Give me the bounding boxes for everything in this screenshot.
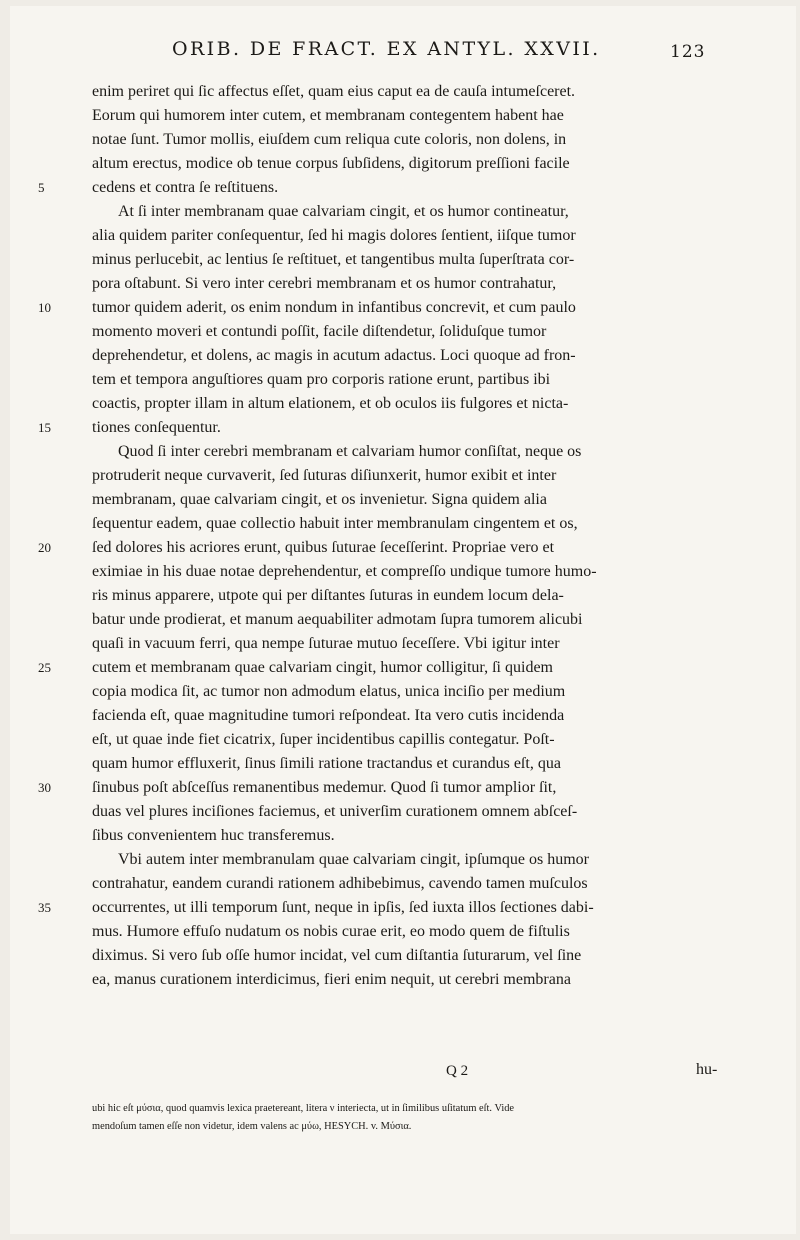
text-line: Eorum qui humorem inter cutem, et membranam contegentem habent hae bbox=[92, 107, 564, 124]
line-number: 30 bbox=[38, 780, 51, 795]
text-line: contrahatur, eandem curandi rationem adhibebimus, cavendo tamen muſculos bbox=[92, 875, 588, 892]
footnote-line: mendoſum tamen eſſe non videtur, idem valens ac μύω, HESYCH. v. Μύσια. bbox=[92, 1121, 412, 1132]
text-line: diximus. Si vero ſub oſſe humor incidat, vel cum diſtantia ſuturarum, vel ſine bbox=[92, 947, 582, 964]
text-line: eximiae in his duae notae deprehendentur, et compreſſo undique tumore humo- bbox=[92, 563, 597, 580]
text-line: enim periret qui ſic affectus eſſet, quam eius caput ea de cauſa intumeſceret. bbox=[92, 83, 576, 100]
text-line: minus perlucebit, ac lentius ſe reſtituet, et tangentibus multa ſuperſtrata cor- bbox=[92, 251, 575, 268]
text-line: ſequentur eadem, quae collectio habuit inter membranulam cingentem et os, bbox=[92, 515, 578, 532]
text-line: facienda eſt, quae magnitudine tumori reſpondeat. Ita vero cutis incidenda bbox=[92, 707, 565, 724]
line-number: 35 bbox=[38, 900, 51, 915]
text-line: duas vel plures inciſiones faciemus, et univerſim curationem omnem abſceſ- bbox=[92, 803, 578, 820]
text-line: quam humor effluxerit, ſinus ſimili ratione tractandus et curandus eſt, qua bbox=[92, 755, 561, 772]
catchword: hu- bbox=[696, 1061, 718, 1078]
text-line: cutem et membranam quae calvariam cingit, humor colligitur, ſi quidem bbox=[92, 659, 553, 676]
line-number: 5 bbox=[38, 180, 45, 195]
text-line: eſt, ut quae inde fiet cicatrix, ſuper incidentibus capillis contegatur. Poſt- bbox=[92, 731, 555, 748]
text-line: cedens et contra ſe reſtituens. bbox=[92, 179, 279, 196]
text-line: tumor quidem aderit, os enim nondum in infantibus concrevit, et cum paulo bbox=[92, 299, 576, 316]
text-line: pora oſtabunt. Si vero inter cerebri membranam et os humor contrahatur, bbox=[92, 275, 557, 292]
text-line: ris minus apparere, utpote qui per diſtantes ſuturas in eundem locum dela- bbox=[92, 587, 564, 604]
text-line: ea, manus curationem interdicimus, fieri enim nequit, ut cerebri membrana bbox=[92, 971, 571, 988]
text-line: quaſi in vacuum ferri, qua nempe ſuturae mutuo ſeceſſere. Vbi igitur inter bbox=[92, 635, 560, 652]
line-number: 20 bbox=[38, 540, 51, 555]
text-line: alia quidem pariter conſequentur, ſed hi magis dolores ſentient, iiſque tumor bbox=[92, 227, 576, 244]
text-line: protruderit neque curvaverit, ſed ſuturas diſiunxerit, humor exibit et inter bbox=[92, 467, 557, 484]
text-line: tiones conſequentur. bbox=[92, 419, 221, 436]
text-line: Vbi autem inter membranulam quae calvariam cingit, ipſumque os humor bbox=[118, 851, 589, 868]
text-line: occurrentes, ut illi temporum ſunt, neque in ipſis, ſed iuxta illos ſectiones dabi- bbox=[92, 899, 594, 916]
page-number: 123 bbox=[670, 42, 706, 62]
text-line: mus. Humore effuſo nudatum os nobis curae erit, eo modo quem de fiſtulis bbox=[92, 923, 570, 940]
text-line: ſed dolores his acriores erunt, quibus ſuturae ſeceſſerint. Propriae vero et bbox=[92, 539, 555, 556]
text-line: coactis, propter illam in altum elationem, et ob oculos iis fulgores et nicta- bbox=[92, 395, 569, 412]
text-line: altum erectus, modice ob tenue corpus ſubſidens, digitorum preſſioni facile bbox=[92, 155, 570, 172]
text-line: copia modica ſit, ac tumor non admodum elatus, unica inciſio per medium bbox=[92, 683, 566, 700]
text-line: Quod ſi inter cerebri membranam et calvariam humor conſiſtat, neque os bbox=[118, 443, 582, 460]
line-number: 15 bbox=[38, 420, 51, 435]
text-line: ſinubus poſt abſceſſus remanentibus medemur. Quod ſi tumor amplior ſit, bbox=[92, 779, 557, 796]
line-number: 10 bbox=[38, 300, 51, 315]
text-line: deprehendetur, et dolens, ac magis in acutum adactus. Loci quoque ad fron- bbox=[92, 347, 576, 364]
text-line: ſibus convenientem huc transferemus. bbox=[92, 827, 335, 844]
text-line: tem et tempora anguſtiores quam pro corporis ratione erunt, partibus ibi bbox=[92, 371, 551, 388]
running-header bbox=[0, 36, 800, 66]
text-line: notae ſunt. Tumor mollis, eiuſdem cum reliqua cute coloris, non dolens, in bbox=[92, 131, 567, 148]
line-number: 25 bbox=[38, 660, 51, 675]
text-line: batur unde prodierat, et manum aequabiliter admotam ſupra tumorem alicubi bbox=[92, 611, 583, 628]
running-title: ORIB. DE FRACT. EX ANTYL. XXVII. bbox=[172, 38, 601, 60]
text-line: At ſi inter membranam quae calvariam cingit, et os humor contineatur, bbox=[118, 203, 569, 220]
footnote-line: ubi hic eſt μύσια, quod quamvis lexica praetereant, litera ν interiecta, ut in ſimilibus uſitatum eſt. Vide bbox=[92, 1103, 515, 1114]
signature-mark: Q 2 bbox=[446, 1063, 469, 1079]
text-line: membranam, quae calvariam cingit, et os invenietur. Signa quidem alia bbox=[92, 491, 547, 508]
text-line: momento moveri et contundi poſſit, facile diſtendetur, ſoliduſque tumor bbox=[92, 323, 547, 340]
